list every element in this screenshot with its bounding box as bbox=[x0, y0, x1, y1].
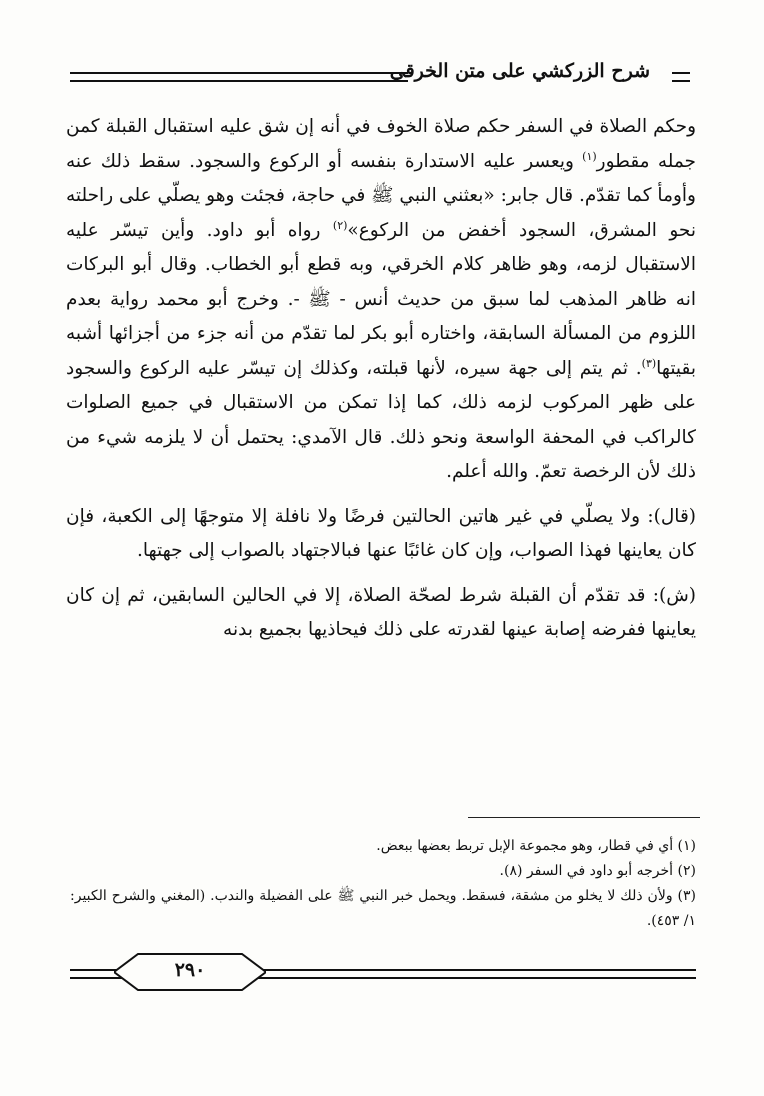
main-text bbox=[66, 110, 696, 658]
footnote-ref-2: (٢) bbox=[332, 218, 348, 232]
text-segment: رواه أبو داود. وأين تيسّر عليه الاستقبال لزمه، وهو ظاهر كلام الخرقي، وبه قطع أبو الخطاب. وقال أبو البركات انه ظاهر المذهب لما سبق من حديث أنس - ﷺ -. وخرج أبو محمد رواية بعدم اللزوم من المسألة السابقة، واختاره أبو بكر لما تقدّم من أنه جزء من أجزائها أشبه بقيتها bbox=[66, 219, 696, 379]
footnote-separator bbox=[468, 817, 700, 818]
footnote-2: (٢) أخرجه أبو داود في السفر (٨). bbox=[499, 863, 696, 879]
page-footer bbox=[70, 950, 696, 994]
footnote-ref-3: (٣) bbox=[641, 356, 657, 370]
header-title: شرح الزركشي على متن الخرقي bbox=[389, 60, 650, 82]
footnote-1: (١) أي في قطار، وهو مجموعة الإبل تربط بعضها ببعض. bbox=[376, 838, 696, 854]
footnotes bbox=[70, 834, 696, 934]
page-number: ٢٩٠ bbox=[174, 959, 206, 981]
header-ornament-dash bbox=[672, 72, 690, 82]
footnote-3: (٣) ولأن ذلك لا يخلو من مشقة، فسقط. ويحمل خبر النبي ﷺ على الفضيلة والندب. (المغني والشرح الكبير: ١/ ٤٥٣). bbox=[70, 888, 696, 929]
running-header bbox=[70, 58, 690, 88]
header-rule bbox=[70, 72, 408, 82]
paragraph-matn: (قال): ولا يصلّي في غير هاتين الحالتين فرضًا ولا نافلة إلا متوجهًا إلى الكعبة، فإن كان يعاينها فهذا الصواب، وإن كان غائبًا عنها فبالاجتهاد بالصواب إلى جهتها. bbox=[66, 505, 696, 561]
text-segment: وحكم الصلاة في السفر حكم صلاة الخوف في أنه إن شق عليه استقبال القبلة كمن جمله مقطور bbox=[66, 116, 696, 172]
paragraph-sharh: (ش): قد تقدّم أن القبلة شرط لصحّة الصلاة، إلا في الحالين السابقين، ثم إن كان يعاينها ففرضه إصابة عينها لقدرته على ذلك فيحاذيها بجميع بدنه bbox=[66, 584, 696, 640]
text-segment: ويعسر عليه الاستدارة بنفسه أو الركوع والسجود. سقط ذلك عنه وأومأ كما تقدّم. قال جابر: «بعثني النبي ﷺ في حاجة، فجئت وهو يصلّي على راحلته نحو المشرق، السجود أخفض من الركوع» bbox=[66, 150, 696, 241]
paragraph-ruling bbox=[66, 110, 696, 490]
footnote-ref-1: (١) bbox=[582, 149, 597, 163]
text-segment: . ثم يتم إلى جهة سيره، لأنها قبلته، وكذلك إن تيسّر عليه الركوع والسجود على ظهر المركوب لزمه ذلك، كما إذا تمكن من الاستقبال في جميع الصلوات كالراكب في المحفة الواسعة ونحو ذلك. قال الآمدي: يحتمل أن لا يلزمه شيء من ذلك لأن الرخصة تعمّ. والله أعلم. bbox=[66, 357, 696, 482]
